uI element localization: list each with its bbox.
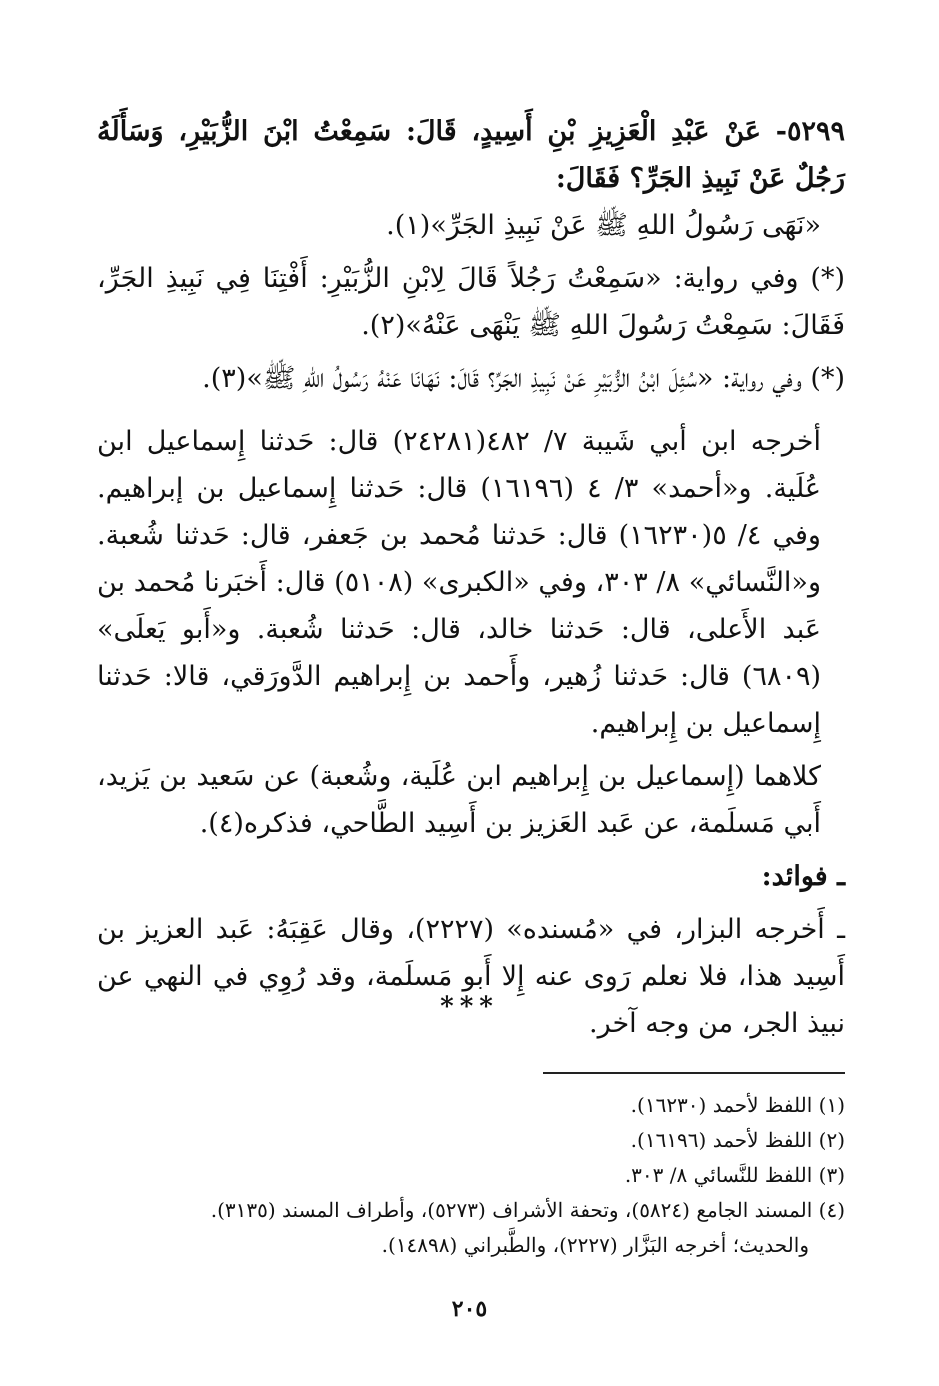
footnote-2: (٢) اللفظ لأحمد (١٦١٩٦). — [630, 1128, 845, 1152]
takhrij-paragraph-1: أخرجه ابن أبي شَيبة ٧/ ٤٨٢(٢٤٢٨١) قال: حَدثنا إِسماعيل ابن عُلَية. و«أحمد» ٣/ ٤ (١٦١٩٦) قال: حَدثنا إِسماعيل بن إبراهيم. وفي ٤/ ٥(١٦٢٣٠) قال: حَدثنا مُحمد بن جَعفر، قال: حَدثنا شُعبة. و«النَّسائي» ٨/ ٣٠٣، وفي «الكبرى» (٥١٠٨) قال: أَخبَرنا مُحمد بن عَبد الأَعلى، قال: حَدثنا خالد، قال: حَدثنا شُعبة. و«أَبو يَعلَى» (٦٨٠٩) قال: حَدثنا زُهير، وأَحمد بن إِبراهيم الدَّورَقي، قالا: حَدثنا إِسماعيل بن إِبراهيم. — [97, 426, 822, 739]
footnote-1: (١) اللفظ لأحمد (١٦٢٣٠). — [630, 1093, 845, 1117]
riwaya-1: (*) وفي رواية: «سَمِعْتُ رَجُلاً قَالَ لِابْنِ الزُّبَيْرِ: أَفْتِنَا فِي نَبِيذِ الجَرِّ، فَقَالَ: سَمِعْتُ رَسُولَ اللهِ ﷺ يَنْهَى عَنْهُ»(٢). — [97, 263, 845, 341]
takhrij-paragraph-2: كلاهما (إِسماعيل بن إِبراهيم ابن عُلَية، وشُعبة) عن سَعيد بن يَزيد، أَبي مَسلَمة، عن عَبد العَزيز بن أَسِيد الطَّاحي، فذكره(٤). — [97, 761, 821, 839]
section-separator: *** — [440, 992, 499, 1022]
riwaya-2: (*) وفي رواية: «سُئِلَ ابْنُ الزُّبَيْرِ عَنْ نَبِيذِ الجَرِّ؟ قَالَ: نَهَانَا عَنْهُ رَسُولُ اللهِ ﷺ»(٣). — [202, 363, 845, 394]
footnotes — [97, 1088, 845, 1263]
footnote-4-continuation: والحديث؛ أخرجه البَزَّار (٢٢٢٧)، والطَّبراني (١٤٨٩٨). — [381, 1233, 809, 1257]
hadith-quote: «نَهَى رَسُولُ اللهِ ﷺ عَنْ نَبِيذِ الجَرِّ»(١). — [386, 210, 821, 241]
hadith-number-line: ٥٢٩٩- عَنْ عَبْدِ الْعَزِيزِ بْنِ أَسِيدٍ، قَالَ: سَمِعْتُ ابْنَ الزُّبَيْرِ، وَسَأَلَهُ رَجُلٌ عَنْ نَبِيذِ الجَرِّ؟ فَقَالَ: — [97, 116, 845, 194]
fawaid-heading: ـ فوائد: — [761, 861, 845, 892]
footnote-rule — [543, 1072, 845, 1074]
footnote-4: (٤) المسند الجامع (٥٨٢٤)، وتحفة الأشراف (٥٢٧٣)، وأطراف المسند (٣١٣٥). — [210, 1198, 845, 1222]
main-text — [97, 108, 845, 1047]
page-number: ٢٠٥ — [451, 1296, 488, 1322]
footnote-3: (٣) اللفظ للنَّسائي ٨/ ٣٠٣. — [624, 1163, 845, 1187]
fawaid-text: ـ أَخرجه البزار، في «مُسنده» (٢٢٢٧)، وقال عَقِبَهُ: عَبد العزيز بن أَسِيد هذا، فلا نعلم رَوى عنه إِلا أَبو مَسلَمة، وقد رُوِي في النهي عن نبيذ الجر، من وجه آخر. — [97, 914, 845, 1039]
spacer — [97, 402, 845, 418]
